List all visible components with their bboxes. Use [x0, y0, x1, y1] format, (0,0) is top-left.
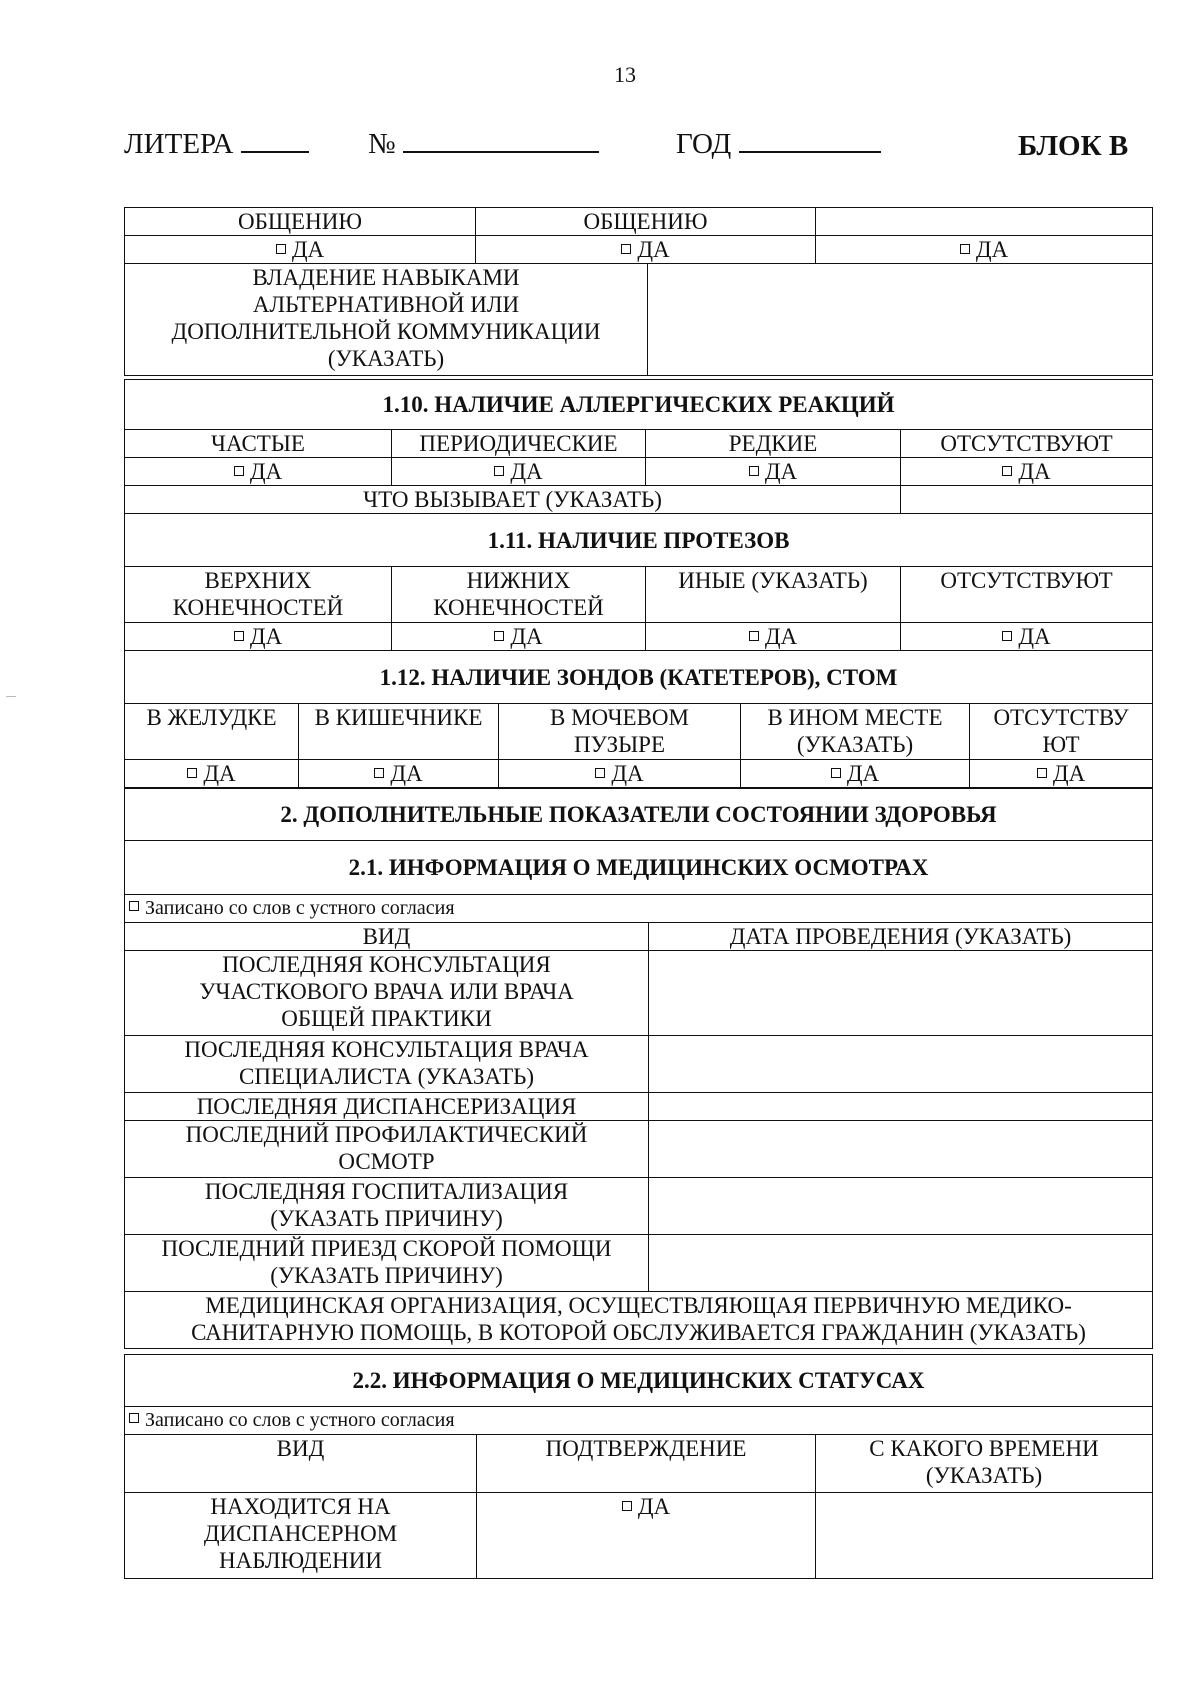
- number-label: №: [368, 128, 396, 160]
- allergy-yes-2[interactable]: ДА: [392, 458, 646, 486]
- checkbox-icon[interactable]: [749, 466, 759, 476]
- checkbox-icon[interactable]: [1002, 466, 1012, 476]
- prosthesis-yes-1[interactable]: ДА: [125, 623, 392, 651]
- page-number: 13: [614, 62, 636, 87]
- prosthesis-yes-4[interactable]: ДА: [901, 623, 1153, 651]
- statuses-title: 2.2. ИНФОРМАЦИЯ О МЕДИЦИНСКИХ СТАТУСАХ: [125, 1355, 1153, 1407]
- probes-col-stomach: В ЖЕЛУДКЕ: [125, 704, 299, 760]
- exams-consent[interactable]: Записано со слов с устного согласия: [125, 895, 1153, 923]
- exam-row-label: ПОСЛЕДНЯЯ ГОСПИТАЛИЗАЦИЯ (УКАЗАТЬ ПРИЧИНУ): [125, 1178, 649, 1235]
- probes-yes-2[interactable]: ДА: [299, 760, 499, 788]
- prosthesis-col-other: ИНЫЕ (УКАЗАТЬ): [646, 567, 901, 623]
- exam-row-label: ПОСЛЕДНИЙ ПРОФИЛАКТИЧЕСКИЙ ОСМОТР: [125, 1121, 649, 1178]
- allergy-cause-label: ЧТО ВЫЗЫВАЕТ (УКАЗАТЬ): [125, 486, 901, 514]
- communication-section: [124, 207, 1152, 376]
- exam-row-label: ПОСЛЕДНЯЯ КОНСУЛЬТАЦИЯ УЧАСТКОВОГО ВРАЧА ИЛИ ВРАЧА ОБЩЕЙ ПРАКТИКИ: [125, 951, 649, 1036]
- probes-col-other: В ИНОМ МЕСТЕ (УКАЗАТЬ): [741, 704, 970, 760]
- checkbox-icon[interactable]: [129, 901, 139, 911]
- year-field[interactable]: [676, 128, 881, 161]
- allergy-section: [124, 379, 1152, 514]
- exam-row-label: ПОСЛЕДНЯЯ ДИСПАНСЕРИЗАЦИЯ: [125, 1093, 649, 1121]
- prosthesis-yes-3[interactable]: ДА: [646, 623, 901, 651]
- prosthesis-yes-2[interactable]: ДА: [392, 623, 646, 651]
- probes-yes-4[interactable]: ДА: [741, 760, 970, 788]
- exam-row-date[interactable]: [649, 1036, 1153, 1093]
- comm-yes-3[interactable]: ДА: [816, 236, 1153, 264]
- scan-mark: [6, 696, 16, 697]
- exam-row-date[interactable]: [649, 1178, 1153, 1235]
- checkbox-icon[interactable]: [622, 1501, 632, 1511]
- probes-col-bladder: В МОЧЕВОМ ПУЗЫРЕ: [499, 704, 741, 760]
- exam-row-label: ПОСЛЕДНИЙ ПРИЕЗД СКОРОЙ ПОМОЩИ (УКАЗАТЬ ПРИЧИНУ): [125, 1235, 649, 1292]
- allergy-yes-3[interactable]: ДА: [646, 458, 901, 486]
- status-col-confirm: ПОДТВЕРЖДЕНИЕ: [477, 1435, 816, 1493]
- comm-yes-2[interactable]: ДА: [476, 236, 816, 264]
- statuses-consent[interactable]: Записано со слов с устного согласия: [125, 1407, 1153, 1435]
- exam-row-date[interactable]: [649, 1235, 1153, 1292]
- exams-title: 2.1. ИНФОРМАЦИЯ О МЕДИЦИНСКИХ ОСМОТРАХ: [125, 841, 1153, 895]
- checkbox-icon[interactable]: [187, 768, 197, 778]
- checkbox-icon[interactable]: [234, 631, 244, 641]
- prosthesis-col-lower: НИЖНИХ КОНЕЧНОСТЕЙ: [392, 567, 646, 623]
- checkbox-icon[interactable]: [960, 244, 970, 254]
- med-org-field[interactable]: МЕДИЦИНСКАЯ ОРГАНИЗАЦИЯ, ОСУЩЕСТВЛЯЮЩАЯ ПЕРВИЧНУЮ МЕДИКО-САНИТАРНУЮ ПОМОЩЬ, В КОТОРОЙ ОБСЛУЖИВАЕТСЯ ГРАЖДАНИН (УКАЗАТЬ): [125, 1292, 1153, 1349]
- checkbox-icon[interactable]: [494, 466, 504, 476]
- exams-col-kind: ВИД: [125, 923, 649, 951]
- comm-col-2: ОБЩЕНИЮ: [476, 208, 816, 236]
- checkbox-icon[interactable]: [494, 631, 504, 641]
- alt-skills-field[interactable]: [648, 264, 1153, 376]
- checkbox-icon[interactable]: [129, 1413, 139, 1423]
- litera-field[interactable]: [124, 128, 309, 161]
- allergy-title: 1.10. НАЛИЧИЕ АЛЛЕРГИЧЕСКИХ РЕАКЦИЙ: [125, 380, 1153, 430]
- section-2: [124, 788, 1152, 1349]
- checkbox-icon[interactable]: [831, 768, 841, 778]
- allergy-yes-1[interactable]: ДА: [125, 458, 392, 486]
- checkbox-icon[interactable]: [276, 244, 286, 254]
- status-row-since[interactable]: [816, 1493, 1153, 1579]
- probes-yes-3[interactable]: ДА: [499, 760, 741, 788]
- litera-label: ЛИТЕРА: [124, 128, 234, 160]
- exam-row-date[interactable]: [649, 1093, 1153, 1121]
- statuses-section: [124, 1354, 1152, 1579]
- checkbox-icon[interactable]: [374, 768, 384, 778]
- checkbox-icon[interactable]: [1037, 768, 1047, 778]
- year-label: ГОД: [676, 128, 732, 160]
- allergy-col-frequent: ЧАСТЫЕ: [125, 430, 392, 458]
- probes-yes-1[interactable]: ДА: [125, 760, 299, 788]
- status-col-since: С КАКОГО ВРЕМЕНИ (УКАЗАТЬ): [816, 1435, 1153, 1493]
- probes-title: 1.12. НАЛИЧИЕ ЗОНДОВ (КАТЕТЕРОВ), СТОМ: [125, 651, 1153, 704]
- probes-col-intestine: В КИШЕЧНИКЕ: [299, 704, 499, 760]
- allergy-yes-4[interactable]: ДА: [901, 458, 1153, 486]
- exam-row-date[interactable]: [649, 951, 1153, 1036]
- exams-col-date: ДАТА ПРОВЕДЕНИЯ (УКАЗАТЬ): [649, 923, 1153, 951]
- alt-skills-label: ВЛАДЕНИЕ НАВЫКАМИ АЛЬТЕРНАТИВНОЙ ИЛИ ДОПОЛНИТЕЛЬНОЙ КОММУНИКАЦИИ (УКАЗАТЬ): [125, 264, 648, 376]
- prosthesis-section: [124, 513, 1152, 651]
- comm-col-1: ОБЩЕНИЮ: [125, 208, 476, 236]
- year-blank[interactable]: [739, 150, 881, 153]
- comm-col-3: [816, 208, 1153, 236]
- probes-yes-5[interactable]: ДА: [970, 760, 1153, 788]
- section2-title: 2. ДОПОЛНИТЕЛЬНЫЕ ПОКАЗАТЕЛИ СОСТОЯНИИ ЗДОРОВЬЯ: [125, 789, 1153, 841]
- checkbox-icon[interactable]: [1002, 631, 1012, 641]
- litera-blank[interactable]: [241, 150, 309, 153]
- exam-row-label: ПОСЛЕДНЯЯ КОНСУЛЬТАЦИЯ ВРАЧА СПЕЦИАЛИСТА (УКАЗАТЬ): [125, 1036, 649, 1093]
- allergy-cause-field[interactable]: [901, 486, 1153, 514]
- checkbox-icon[interactable]: [234, 466, 244, 476]
- checkbox-icon[interactable]: [595, 768, 605, 778]
- number-blank[interactable]: [403, 150, 599, 153]
- prosthesis-col-upper: ВЕРХНИХ КОНЕЧНОСТЕЙ: [125, 567, 392, 623]
- prosthesis-title: 1.11. НАЛИЧИЕ ПРОТЕЗОВ: [125, 514, 1153, 567]
- probes-col-absent: ОТСУТСТВУ ЮТ: [970, 704, 1153, 760]
- allergy-col-periodic: ПЕРИОДИЧЕСКИЕ: [392, 430, 646, 458]
- block-label: БЛОК В: [1018, 130, 1129, 162]
- checkbox-icon[interactable]: [621, 244, 631, 254]
- status-row-confirm[interactable]: ДА: [477, 1493, 816, 1579]
- exam-row-date[interactable]: [649, 1121, 1153, 1178]
- allergy-col-rare: РЕДКИЕ: [646, 430, 901, 458]
- comm-yes-1[interactable]: ДА: [125, 236, 476, 264]
- number-field[interactable]: [368, 128, 599, 161]
- status-row-label: НАХОДИТСЯ НА ДИСПАНСЕРНОМ НАБЛЮДЕНИИ: [125, 1493, 477, 1579]
- prosthesis-col-absent: ОТСУТСТВУЮТ: [901, 567, 1153, 623]
- allergy-col-absent: ОТСУТСТВУЮТ: [901, 430, 1153, 458]
- probes-section: [124, 650, 1152, 788]
- status-col-kind: ВИД: [125, 1435, 477, 1493]
- checkbox-icon[interactable]: [749, 631, 759, 641]
